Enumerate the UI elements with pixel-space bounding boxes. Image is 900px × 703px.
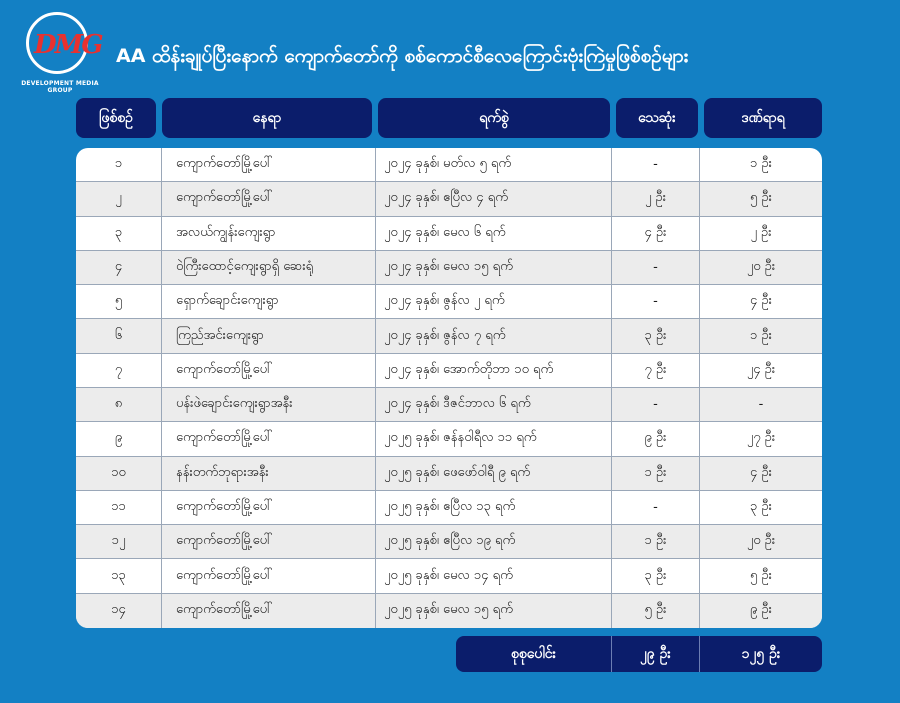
- cell-no: ၁၁: [76, 491, 162, 524]
- cell-dead: -: [612, 285, 700, 318]
- cell-dead: ၄ ဦး: [612, 217, 700, 250]
- cell-injured: ၅ ဦး: [750, 567, 772, 583]
- cell-no: ၇: [76, 354, 162, 387]
- cell-injured: ၂၇ ဦး: [746, 430, 776, 446]
- cell-injured: ၂ ဦး: [750, 224, 772, 240]
- cell-dead: -: [612, 388, 700, 421]
- table-row: [76, 251, 822, 285]
- cell-date: ၂၀၂၄ ခုနှစ်၊ မတ်လ ၅ ရက်: [376, 148, 612, 181]
- table-row: [76, 559, 822, 593]
- cell-date: ၂၀၂၄ ခုနှစ်၊ အောက်တိုဘာ ၁၀ ရက်: [376, 354, 612, 387]
- table-row: [76, 182, 822, 216]
- cell-injured: ၄ ဦး: [750, 464, 772, 480]
- cell-injured: ၄ ဦး: [750, 293, 772, 309]
- cell-injured: ၂၀ ဦး: [746, 258, 776, 274]
- cell-place: ကျောက်တော်မြို့ပေါ်: [162, 559, 376, 592]
- cell-date: ၂၀၂၄ ခုနှစ်၊ ဇွန်လ ၇ ရက်: [376, 319, 612, 352]
- header-injured: ဒဏ်ရာရ: [704, 98, 822, 138]
- cell-dead: ၁ ဦး: [612, 525, 700, 558]
- total-label: စုစုပေါင်း: [456, 636, 612, 672]
- cell-injured: ၅ ဦး: [750, 190, 772, 206]
- cell-injured: -: [758, 397, 764, 413]
- cell-place: ကျောက်တော်မြို့ပေါ်: [162, 354, 376, 387]
- cell-dead: ၃ ဦး: [612, 319, 700, 352]
- cell-injured: ၁ ဦး: [750, 327, 772, 343]
- cell-dead: ၇ ဦး: [612, 354, 700, 387]
- cell-dead: ၃ ဦး: [612, 559, 700, 592]
- cell-dead: -: [612, 251, 700, 284]
- cell-no: ၁၄: [76, 594, 162, 628]
- header-place: နေရာ: [162, 98, 372, 138]
- incident-table: [76, 148, 822, 628]
- cell-dead: ၉ ဦး: [612, 422, 700, 455]
- cell-no: ၁၀: [76, 457, 162, 490]
- header-dead: သေဆုံး: [616, 98, 698, 138]
- total-injured: ၁၂၅ ဦး: [741, 645, 781, 662]
- cell-dead: -: [612, 148, 700, 181]
- table-row: [76, 285, 822, 319]
- cell-date: ၂၀၂၅ ခုနှစ်၊ ဇန်နဝါရီလ ၁၁ ရက်: [376, 422, 612, 455]
- cell-place: နန်းတက်ဘုရားအနီး: [162, 457, 376, 490]
- cell-date: ၂၀၂၄ ခုနှစ်၊ ဧပြီလ ၄ ရက်: [376, 182, 612, 215]
- cell-place: ပန်းဖဲချောင်းကျေးရွာအနီး: [162, 388, 376, 421]
- cell-date: ၂၀၂၄ ခုနှစ်၊ မေလ ၆ ရက်: [376, 217, 612, 250]
- cell-no: ၁: [76, 148, 162, 181]
- cell-no: ၅: [76, 285, 162, 318]
- cell-place: ကျောက်တော်မြို့ပေါ်: [162, 491, 376, 524]
- cell-date: ၂၀၂၄ ခုနှစ်၊ မေလ ၁၅ ရက်: [376, 251, 612, 284]
- cell-place: ရှောက်ချောင်းကျေးရွာ: [162, 285, 376, 318]
- page-title: AA ထိန်းချုပ်ပြီးနောက် ကျောက်တော်ကို စစ်ကောင်စီလေကြောင်းဗုံးကြဲမှုဖြစ်စဉ်များ: [116, 45, 689, 67]
- total-dead: ၂၉ ဦး: [612, 636, 700, 672]
- total-row: [456, 636, 822, 672]
- cell-date: ၂၀၂၅ ခုနှစ်၊ ဧပြီလ ၁၃ ရက်: [376, 491, 612, 524]
- cell-no: ၆: [76, 319, 162, 352]
- logo-subtitle: DEVELOPMENT MEDIA GROUP: [21, 80, 99, 94]
- cell-dead: -: [612, 491, 700, 524]
- table-row: [76, 491, 822, 525]
- cell-injured: ၂၄ ဦး: [746, 361, 776, 377]
- cell-no: ၃: [76, 217, 162, 250]
- cell-no: ၁၃: [76, 559, 162, 592]
- table-row: [76, 319, 822, 353]
- cell-dead: ၅ ဦး: [612, 594, 700, 628]
- cell-injured: ၁ ဦး: [750, 156, 772, 172]
- cell-no: ၁၂: [76, 525, 162, 558]
- dmg-logo: [14, 10, 104, 94]
- cell-place: ကျောက်တော်မြို့ပေါ်: [162, 182, 376, 215]
- table-row: [76, 594, 822, 628]
- table-row: [76, 148, 822, 182]
- cell-injured: ၂၀ ဦး: [746, 533, 776, 549]
- table-row: [76, 217, 822, 251]
- cell-date: ၂၀၂၅ ခုနှစ်၊ ဧပြီလ ၁၉ ရက်: [376, 525, 612, 558]
- cell-place: ကြည်အင်းကျေးရွာ: [162, 319, 376, 352]
- header-date: ရက်စွဲ: [378, 98, 610, 138]
- cell-date: ၂၀၂၅ ခုနှစ်၊ ဖေဖော်ဝါရီ ၉ ရက်: [376, 457, 612, 490]
- cell-no: ၄: [76, 251, 162, 284]
- cell-date: ၂၀၂၄ ခုနှစ်၊ ဇွန်လ ၂ ရက်: [376, 285, 612, 318]
- cell-date: ၂၀၂၄ ခုနှစ်၊ ဒီဇင်ဘာလ ၆ ရက်: [376, 388, 612, 421]
- table-row: [76, 525, 822, 559]
- logo-mark: DMG: [34, 30, 102, 60]
- cell-place: အလယ်ကျွန်းကျေးရွာ: [162, 217, 376, 250]
- cell-injured: ၃ ဦး: [750, 498, 772, 514]
- cell-date: ၂၀၂၅ ခုနှစ်၊ မေလ ၁၅ ရက်: [376, 594, 612, 628]
- cell-date: ၂၀၂၅ ခုနှစ်၊ မေလ ၁၄ ရက်: [376, 559, 612, 592]
- table-row: [76, 388, 822, 422]
- cell-injured: ၉ ဦး: [750, 602, 772, 618]
- cell-place: ဝဲကြီးထောင့်ကျေးရွာရှိ ဆေးရုံ: [162, 251, 376, 284]
- cell-dead: ၂ ဦး: [612, 182, 700, 215]
- cell-place: ကျောက်တော်မြို့ပေါ်: [162, 594, 376, 628]
- cell-place: ကျောက်တော်မြို့ပေါ်: [162, 525, 376, 558]
- table-row: [76, 457, 822, 491]
- cell-dead: ၁ ဦး: [612, 457, 700, 490]
- table-row: [76, 422, 822, 456]
- table-row: [76, 354, 822, 388]
- cell-no: ၂: [76, 182, 162, 215]
- cell-place: ကျောက်တော်မြို့ပေါ်: [162, 422, 376, 455]
- cell-place: ကျောက်တော်မြို့ပေါ်: [162, 148, 376, 181]
- cell-no: ၈: [76, 388, 162, 421]
- header-no: ဖြစ်စဉ်: [76, 98, 156, 138]
- cell-no: ၉: [76, 422, 162, 455]
